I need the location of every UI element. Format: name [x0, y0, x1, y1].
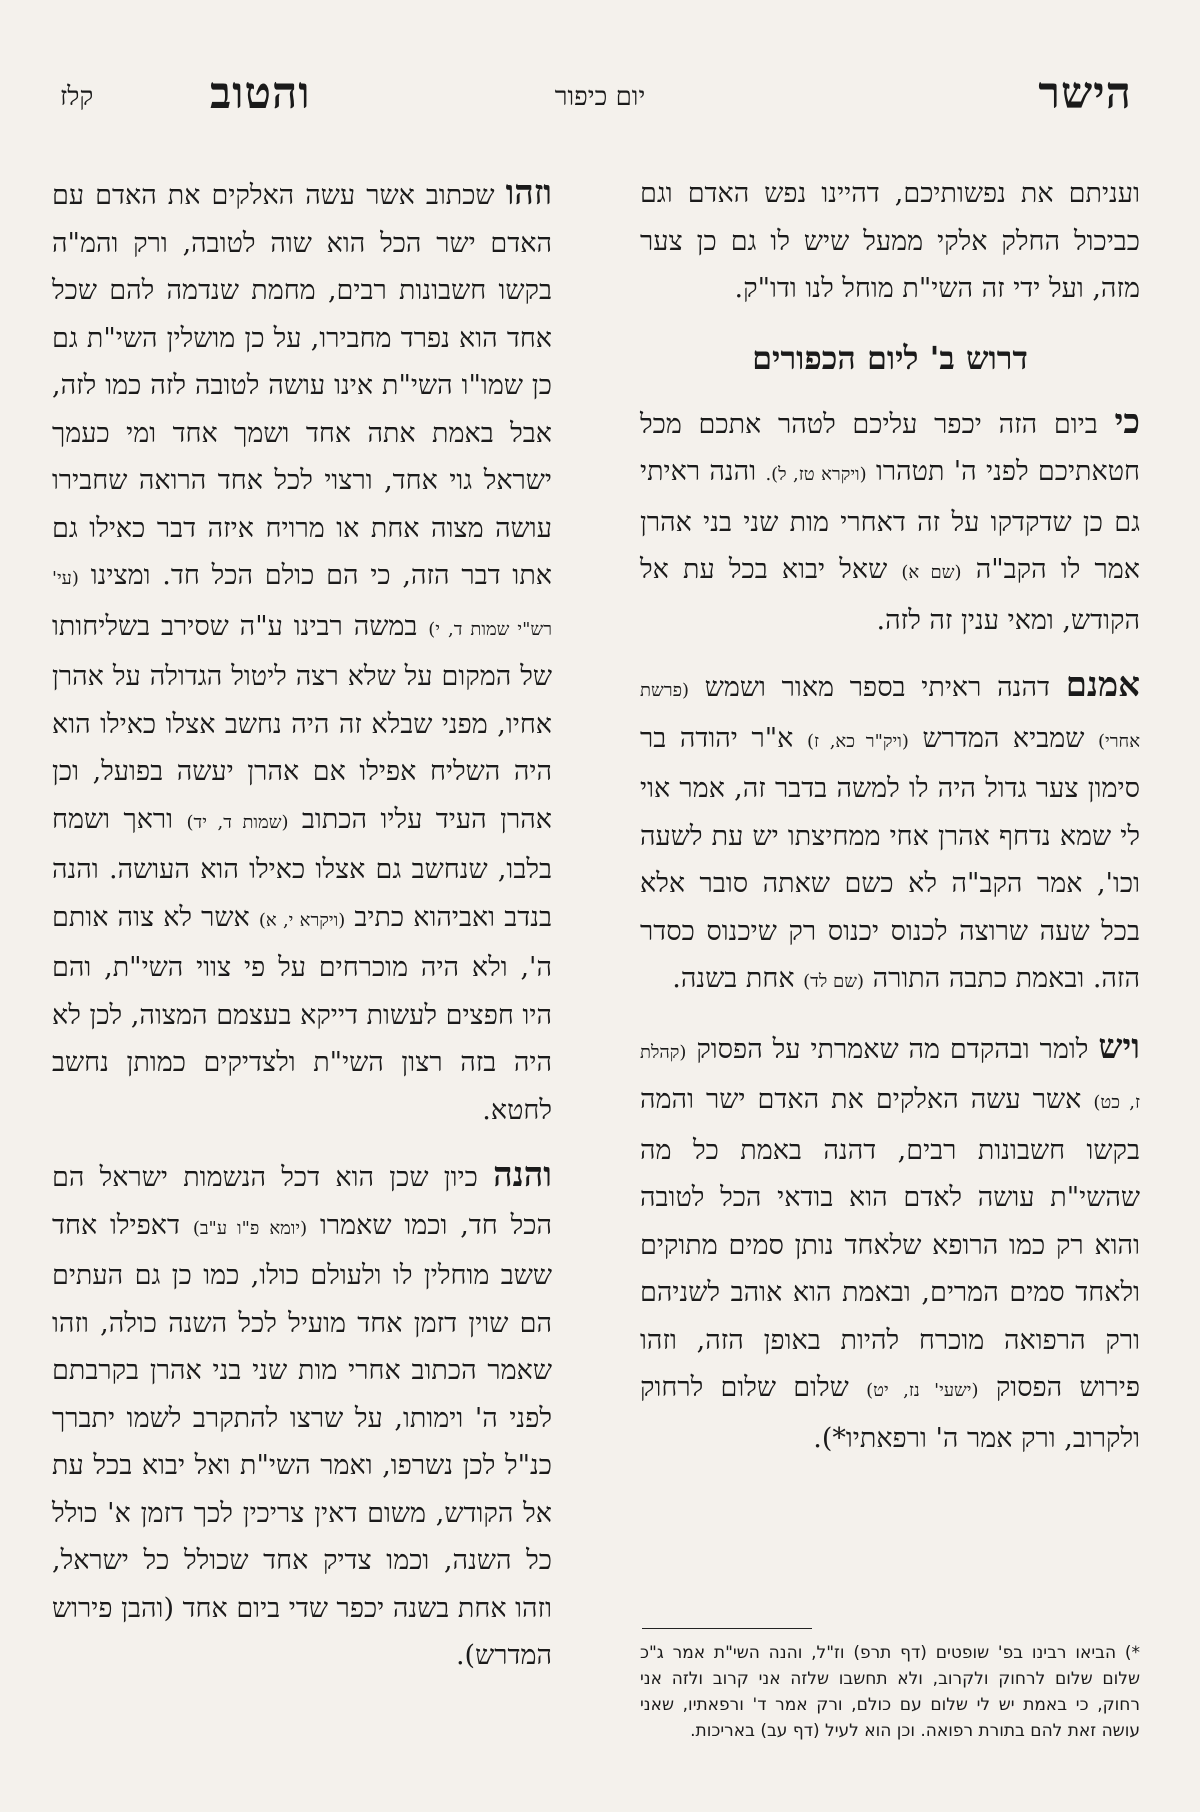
text: והנה ראיתי גם כן שדקדקו על זה דאחרי מות שני בני אהרן אמר לו הקב"ה — [640, 456, 1140, 585]
text: אחת בשנה. — [672, 963, 795, 994]
source-citation: (שמות ד, יד) — [186, 811, 289, 833]
page-number: קלז — [60, 82, 94, 112]
header-center-title: יום כיפור — [554, 82, 646, 112]
running-header — [60, 68, 1140, 128]
source-citation: (ישעי' נז, יט) — [866, 1380, 979, 1401]
lead-word: אמנם — [1065, 665, 1140, 705]
paragraph — [640, 399, 1140, 645]
source-citation: (ויק"ר כא, ז) — [806, 730, 909, 752]
paragraph — [640, 1024, 1140, 1463]
source-citation: (יומא פ"ו ע"ב) — [192, 1217, 308, 1239]
source-citation: (ויקרא י, א) — [258, 909, 346, 931]
paragraph — [640, 170, 1140, 313]
right-column — [640, 170, 1140, 1480]
text: שאל יבוא בכל עת אל הקודש, ומאי ענין זה לזה. — [640, 554, 1140, 636]
left-column — [52, 170, 552, 1698]
source-citation: (שם א) — [901, 562, 962, 583]
text: א"ר יהודה בר סימון צער גדול היה לו למשה בדבר זה, אמר אוי לי שמא נדחף אהרן אחי ממחיצתו יש עת לשעה וכו', אמר הקב"ה לא כשם שאתה סובר אלא בכל שעה שרוצה לכנוס יכנוס רק שיכנוס כסדר הזה. ובאמת כתבה התורה — [640, 722, 1140, 994]
header-right-title: הישר — [1038, 68, 1132, 119]
text: כיון שכן הוא דכל הנשמות ישראל הם הכל חד, וכמו שאמרו — [52, 1162, 552, 1241]
source-citation: (פרשת אחרי) — [640, 680, 1140, 752]
text: שלום שלום לרחוק ולקרוב, ורק אמר ה' ורפאתיו*). — [640, 1372, 1140, 1454]
lead-word: כי — [1114, 401, 1140, 442]
text: וראך ושמח בלבו, שנחשב גם אצלו כאילו הוא העושה. והנה בנדב ואביהוא כתיב — [52, 803, 552, 933]
footnote: *) הביאו רבינו בפ' שופטים (דף תרפ) וז"ל, והנה השי"ת אמר ג"כ שלום שלום לרחוק ולקרוב, ולא תחשבו שלזה אני קרוב ולזה אני רחוק, כי באמת יש לי שלום עם כולם, ורק אמר ד' ורפאתיו, שאני עושה זאת להם בתורת רפואה. וכן הוא לעיל (דף עב) באריכות. — [640, 1643, 1140, 1741]
source-citation: (עי' רש"י שמות ד, י) — [52, 568, 552, 640]
text: אשר עשה האלקים את האדם ישר והמה בקשו חשבונות רבים, דהנה באמת כל מה שהשי"ת עושה לאדם הוא בודאי הכל לטובה והוא רק כמו הרופא שלאחד נותן סמים מתוקים ולאחד סמים המרים, ובאמת הוא אוהב לשניהם ורק הרפואה מוכרח להיות באופן הזה, וזהו פירוש הפסוק — [640, 1084, 1141, 1403]
text: שכתוב אשר עשה האלקים את האדם עם האדם ישר הכל הוא שוה לטובה, ורק והמ"ה בקשו חשבונות רבים, מחמת שנדמה להם שכל אחד הוא נפרד מחבירו, על כן מושלין השי"ת גם כן שמו"ו השי"ת אינו עושה לטובה לזה כמו לזה, אבל באמת אתה אחד ושמך אחד ומי כעמך ישראל גוי אחד, ורצוי לכל אחד הרואה שחבירו עושה מצוה אחת או מרויח איזה דבר כאילו גם אתו דבר הזה, כי הם כולם הכל חד. ומצינו — [52, 180, 552, 591]
header-left-title: והטוב — [210, 68, 311, 119]
text: דאפילו אחד ששב מוחלין לו ולעולם כולו, כמו כן גם העתים הם שוין דזמן אחד מועיל לכל השנה כולה, וזהו שאמר הכתוב אחרי מות שני בני אהרן בקרבתם לפני ה' וימותו, על שרצו להתקרב לשמו יתברך כנ"ל לכן נשרפו, ואמר השי"ת ואל יבוא בכל עת אל הקודש, משום דאין צריכין לכך דזמן א' כולל כל השנה, וכמו צדיק אחד שכולל כל ישראל, וזהו אחת בשנה יכפר שדי ביום אחד (והבן פירוש המדרש). — [52, 1209, 552, 1671]
lead-word: ויש — [1098, 1026, 1140, 1067]
source-citation: (ויקרא טז, ל). — [765, 464, 867, 485]
text: ביום הזה יכפר עליכם לטהר אתכם מכל חטאתיכם לפני ה' תטהרו — [640, 408, 1140, 487]
text: דהנה ראיתי בספר מאור ושמש — [704, 672, 1050, 703]
lead-word: והנה — [493, 1155, 552, 1195]
paragraph — [52, 170, 552, 1134]
text: אשר לא צוה אותם ה', ולא היה מוכרחים על פי צווי השי"ת, והם היו חפצים לעשות דייקא בעצמם המצוה, לכן לא היה בזה רצון השי"ת ולצדיקים כמותן נחשב לחטא. — [52, 901, 552, 1126]
paragraph — [640, 662, 1140, 1006]
paragraph — [52, 1152, 552, 1680]
footnote-divider — [642, 1628, 812, 1629]
lead-word: וזהו — [505, 173, 552, 213]
section-heading: דרוש ב' ליום הכפורים — [752, 338, 1028, 377]
source-citation: (שם לד) — [803, 971, 864, 992]
text: במשה רבינו ע"ה שסירב בשליחותו של המקום על שלא רצה ליטול הגדולה על אהרן אחיו, מפני שבלא זה היה נחשב אצלו כאילו הוא היה השליח אפילו אם אהרן יעשה בפועל, וכן אהרן העיד עליו הכתוב — [52, 610, 552, 835]
source-citation: (קהלת ז, כט) — [640, 1041, 1140, 1113]
text: ועניתם את נפשותיכם, דהיינו נפש האדם וגם כביכול החלק אלקי ממעל שיש לו גם כן צער מזה, ועל ידי זה השי"ת מוחל לנו ודו"ק. — [640, 178, 1140, 304]
text: שמביא המדרש — [922, 722, 1085, 754]
text: לומר ובהקדם מה שאמרתי על הפסוק — [696, 1033, 1089, 1065]
